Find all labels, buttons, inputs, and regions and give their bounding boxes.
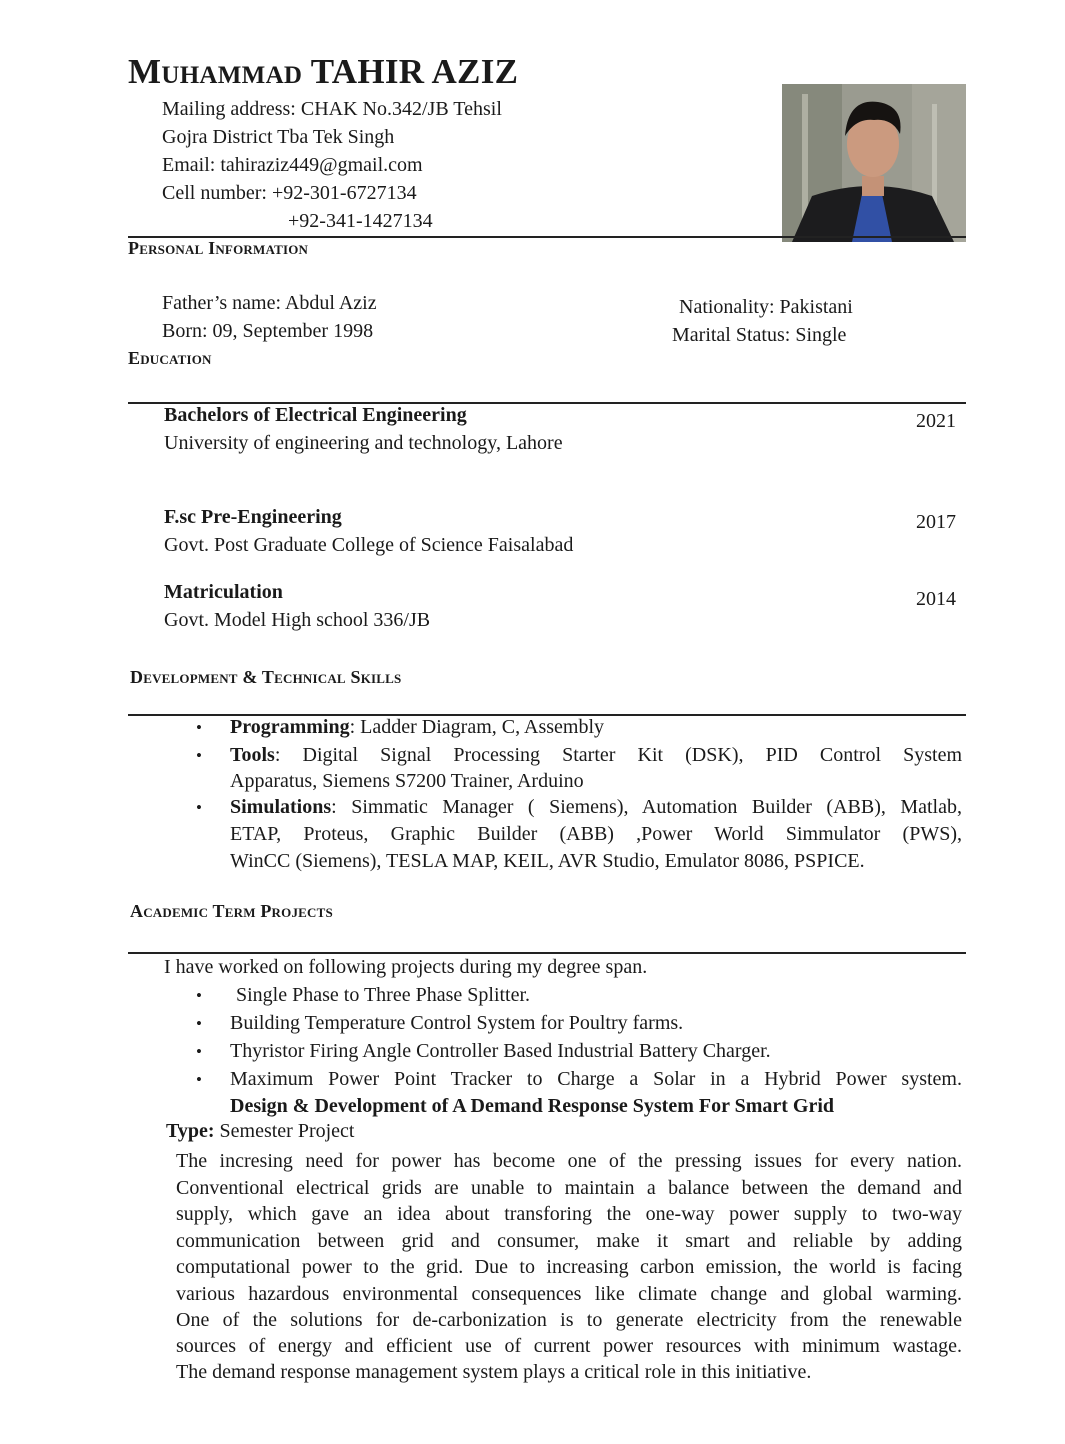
degree-year: 2017 — [916, 511, 956, 533]
skill-label: Tools — [230, 744, 275, 766]
profile-photo-illustration — [782, 84, 966, 242]
project-item: Thyristor Firing Angle Controller Based Industrial Battery Charger. — [230, 1040, 771, 1062]
birth-date: Born: 09, September 1998 — [162, 320, 374, 342]
bullet-icon: • — [196, 798, 202, 817]
projects-heading: Academic Term Projects — [130, 901, 333, 921]
bullet-icon: • — [196, 1070, 202, 1089]
skill-tools-continued: Apparatus, Siemens S7200 Trainer, Arduino — [230, 770, 584, 792]
description-line: The demand response management system plays a critical role in this initiative. — [176, 1361, 812, 1383]
project-item: Single Phase to Three Phase Splitter. — [236, 984, 531, 1006]
personal-info-heading: Personal Information — [128, 238, 309, 258]
degree-institution: Govt. Post Graduate College of Science Faisalabad — [164, 534, 574, 556]
bullet-icon: • — [196, 1014, 202, 1033]
bullet-icon: • — [196, 718, 202, 737]
bullet-icon: • — [196, 746, 202, 765]
description-line: sources of energy and efficient use of current power resources with minimum wastage. — [176, 1335, 962, 1357]
bullet-icon: • — [196, 1042, 202, 1061]
project-item: Building Temperature Control System for Poultry farms. — [230, 1012, 684, 1034]
father-name: Father’s name: Abdul Aziz — [162, 292, 377, 314]
degree-institution: University of engineering and technology, Lahore — [164, 432, 563, 454]
cell-number: Cell number: +92-301-6727134 — [162, 182, 417, 204]
project-item: Maximum Power Point Tracker to Charge a Solar in a Hybrid Power system. — [230, 1068, 962, 1090]
skill-label: Programming — [230, 716, 350, 738]
address-line-1: Mailing address: CHAK No.342/JB Tehsil — [162, 98, 502, 120]
degree-title: Bachelors of Electrical Engineering — [164, 404, 467, 426]
skill-simulations — [230, 796, 962, 819]
address-line-2: Gojra District Tba Tek Singh — [162, 126, 395, 148]
project-type — [166, 1120, 354, 1143]
description-line: computational power to the grid. Due to increasing carbon emission, the world is facing — [176, 1256, 962, 1278]
cell-number-2: +92-341-1427134 — [288, 210, 433, 232]
degree-institution: Govt. Model High school 336/JB — [164, 609, 431, 631]
degree-title: F.sc Pre-Engineering — [164, 506, 342, 528]
skill-text: : Ladder Diagram, C, Assembly — [349, 716, 605, 738]
description-line: Conventional electrical grids are unable to maintain a balance between the demand and — [176, 1177, 962, 1199]
marital-status: Marital Status: Single — [672, 324, 847, 346]
description-line: The incresing need for power has become one of the pressing issues for every nation. — [176, 1150, 962, 1172]
skill-simulations-continued: WinCC (Siemens), TESLA MAP, KEIL, AVR Studio, Emulator 8086, PSPICE. — [230, 850, 865, 872]
degree-year: 2021 — [916, 410, 956, 432]
skill-text: : Digital Signal Processing Starter Kit (DSK), PID Control System — [274, 744, 962, 766]
projects-intro: I have worked on following projects during my degree span. — [164, 956, 648, 978]
email: Email: tahiraziz449@gmail.com — [162, 154, 423, 176]
degree-year: 2014 — [916, 588, 956, 610]
skill-tools — [230, 744, 962, 767]
skills-heading: Development & Technical Skills — [130, 667, 402, 687]
skill-simulations-continued: ETAP, Proteus, Graphic Builder (ABB) ,Power World Simmulator (PWS), — [230, 823, 962, 845]
project-type-value: Semester Project — [214, 1120, 355, 1142]
description-line: One of the solutions for de-carbonization is to generate electricity from the renewable — [176, 1309, 962, 1331]
skill-programming — [230, 716, 604, 739]
bullet-icon: • — [196, 986, 202, 1005]
candidate-name: Muhammad TAHIR AZIZ — [128, 52, 519, 91]
education-heading: Education — [128, 348, 212, 368]
skill-text: : Simmatic Manager ( Siemens), Automation Builder (ABB), Matlab, — [331, 796, 962, 818]
skill-label: Simulations — [230, 796, 332, 818]
degree-title: Matriculation — [164, 581, 283, 603]
description-line: communication between grid and consumer, make it smart and reliable by adding — [176, 1230, 962, 1252]
description-line: various hazardous environmental consequences like climate change and global warming. — [176, 1283, 962, 1305]
project-type-label: Type: — [166, 1120, 215, 1142]
projects-divider — [128, 952, 966, 954]
description-line: supply, which gave an idea about transforing the one-way power supply to two-way — [176, 1203, 962, 1225]
profile-photo — [782, 84, 966, 242]
featured-project-title: Design & Development of A Demand Response System For Smart Grid — [230, 1095, 835, 1117]
nationality: Nationality: Pakistani — [679, 296, 853, 318]
